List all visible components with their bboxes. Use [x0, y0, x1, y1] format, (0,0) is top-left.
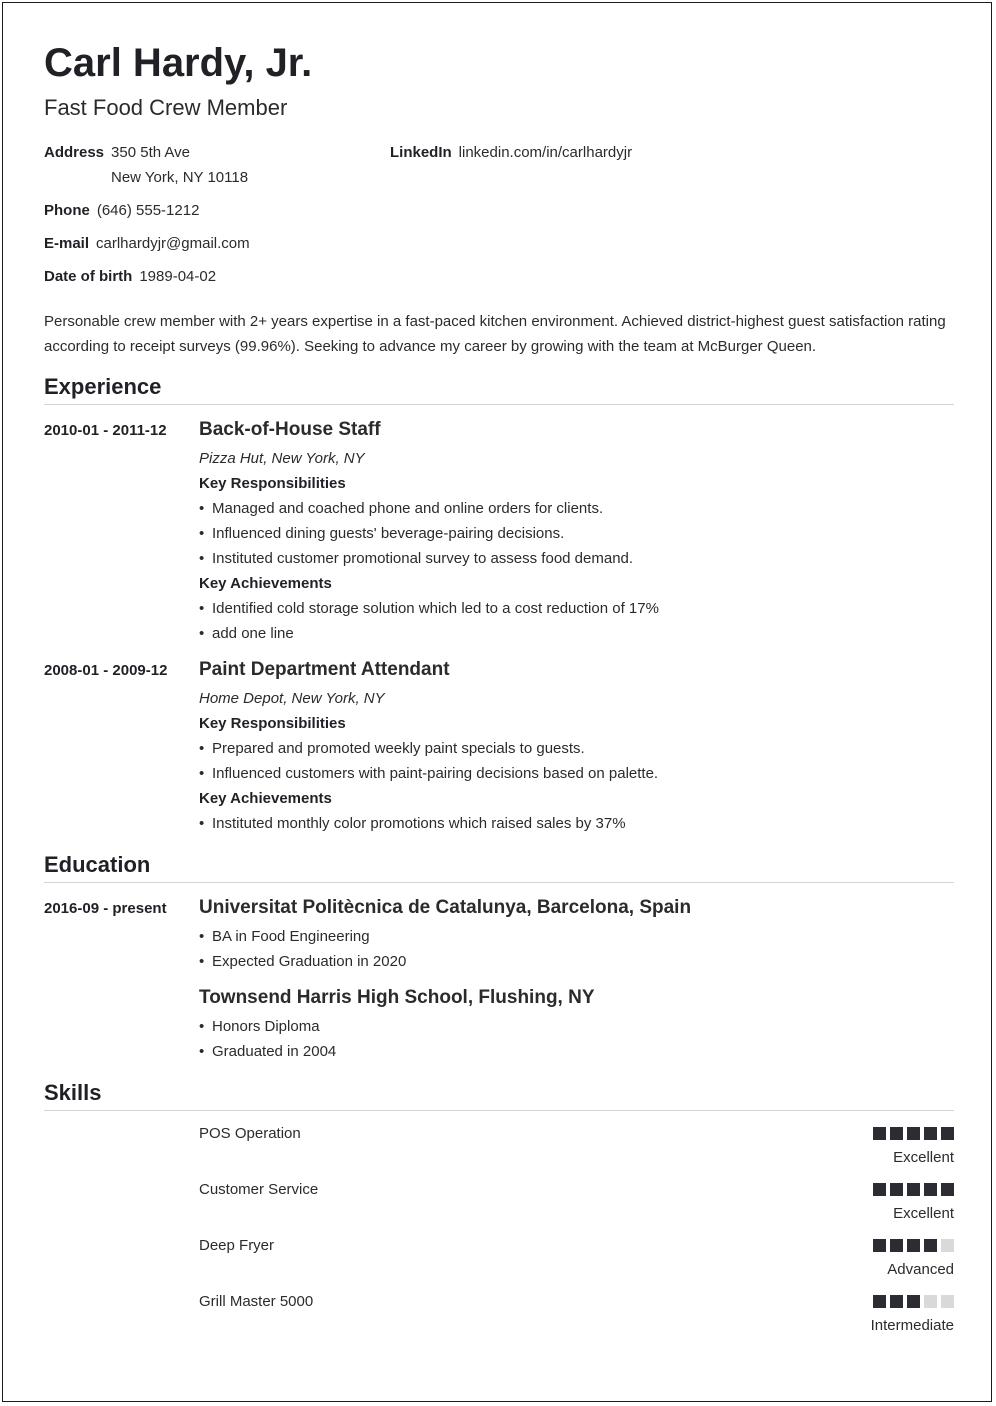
address-label: Address — [44, 144, 105, 161]
job-1 — [199, 417, 954, 646]
profile-summary: Personable crew member with 2+ years expertise in a fast-paced kitchen environment. Achieved district-highest guest satisfaction rating according to receipt surveys (99.96%). Seeking to advance my career by growing with the team at McBurger Queen. — [44, 313, 946, 355]
list-item: • Prepared and promoted weekly paint specials to guests. — [199, 736, 954, 761]
job-1-title: Back-of-House Staff — [199, 419, 381, 440]
email-link[interactable]: carlhardyjr@gmail.com — [96, 235, 250, 252]
phone-value: (646) 555-1212 — [96, 202, 200, 219]
job-2-achievements — [199, 811, 954, 836]
job-1-dates: 2010-01 - 2011-12 — [44, 422, 167, 439]
list-item: • Instituted monthly color promotions which raised sales by 37% — [199, 811, 954, 836]
rating-square-filled — [941, 1127, 954, 1140]
list-item: • Expected Graduation in 2020 — [199, 949, 954, 974]
candidate-name: Carl Hardy, Jr. — [44, 41, 313, 85]
skill-row — [199, 1124, 954, 1174]
rating-square-filled — [873, 1127, 886, 1140]
rating-square-filled — [873, 1295, 886, 1308]
rating-square-filled — [873, 1183, 886, 1196]
job-1-responsibilities — [199, 496, 954, 571]
skills-heading — [44, 1080, 954, 1111]
linkedin-label: LinkedIn — [390, 144, 452, 161]
education-heading-text: Education — [44, 852, 151, 877]
education-heading — [44, 852, 954, 883]
rating-square-filled — [907, 1127, 920, 1140]
dob-label: Date of birth — [44, 268, 133, 285]
rating-square-filled — [924, 1127, 937, 1140]
skill-row — [199, 1180, 954, 1230]
rating-square-filled — [924, 1183, 937, 1196]
list-item: • BA in Food Engineering — [199, 924, 954, 949]
rating-square-filled — [890, 1295, 903, 1308]
job-2-dates: 2008-01 - 2009-12 — [44, 662, 168, 679]
skill-name: Grill Master 5000 — [199, 1293, 314, 1310]
experience-heading — [44, 374, 954, 405]
list-item: • Managed and coached phone and online orders for clients. — [199, 496, 954, 521]
rating-square-filled — [890, 1127, 903, 1140]
skill-name: Deep Fryer — [199, 1237, 275, 1254]
skill-rating — [873, 1239, 954, 1252]
skill-row — [199, 1236, 954, 1286]
email-label: E-mail — [44, 235, 90, 252]
rating-square-filled — [873, 1239, 886, 1252]
skill-rating — [873, 1295, 954, 1308]
experience-heading-text: Experience — [44, 374, 162, 399]
skill-name: Customer Service — [199, 1181, 319, 1198]
skill-rating — [873, 1183, 954, 1196]
skill-level-label: Intermediate — [870, 1317, 954, 1334]
job-2-resp-heading: Key Responsibilities — [199, 715, 346, 732]
rating-square-filled — [924, 1239, 937, 1252]
rating-square-empty — [941, 1295, 954, 1308]
rating-square-filled — [890, 1239, 903, 1252]
address-line1: 350 5th Ave — [111, 144, 190, 161]
rating-square-filled — [907, 1239, 920, 1252]
list-item: • Graduated in 2004 — [199, 1039, 954, 1064]
list-item: • Instituted customer promotional survey to assess food demand. — [199, 546, 954, 571]
resume-page — [2, 2, 992, 1402]
rating-square-filled — [890, 1183, 903, 1196]
skill-name: POS Operation — [199, 1125, 301, 1142]
school-2-title: Townsend Harris High School, Flushing, NY — [199, 987, 595, 1008]
list-item: • Honors Diploma — [199, 1014, 954, 1039]
list-item: • add one line — [199, 621, 954, 646]
candidate-title: Fast Food Crew Member — [44, 95, 288, 120]
linkedin-block — [390, 140, 632, 165]
job-1-ach-heading: Key Achievements — [199, 575, 332, 592]
job-2 — [199, 657, 954, 836]
job-2-responsibilities — [199, 736, 954, 786]
dob-block — [44, 264, 216, 289]
school-1-items — [199, 924, 954, 974]
job-1-achievements — [199, 596, 954, 646]
email-block — [44, 231, 250, 256]
list-item: • Influenced dining guests' beverage-pairing decisions. — [199, 521, 954, 546]
rating-square-empty — [924, 1295, 937, 1308]
rating-square-empty — [941, 1239, 954, 1252]
address-block — [44, 140, 248, 190]
school-1 — [199, 895, 954, 974]
dob-value: 1989-04-02 — [139, 268, 217, 285]
rating-square-filled — [941, 1183, 954, 1196]
school-2 — [199, 985, 954, 1064]
skill-level-label: Excellent — [893, 1149, 954, 1166]
skill-rating — [873, 1127, 954, 1140]
skills-heading-text: Skills — [44, 1080, 102, 1105]
job-2-place: Home Depot, New York, NY — [199, 690, 385, 707]
school-2-items — [199, 1014, 954, 1064]
skill-level-label: Advanced — [887, 1261, 954, 1278]
phone-block — [44, 198, 199, 223]
job-1-resp-heading: Key Responsibilities — [199, 475, 346, 492]
rating-square-filled — [907, 1183, 920, 1196]
job-1-place: Pizza Hut, New York, NY — [199, 450, 365, 467]
rating-square-filled — [907, 1295, 920, 1308]
job-2-ach-heading: Key Achievements — [199, 790, 332, 807]
skill-row — [199, 1292, 954, 1342]
job-2-title: Paint Department Attendant — [199, 659, 450, 680]
skill-level-label: Excellent — [893, 1205, 954, 1222]
phone-label: Phone — [44, 202, 90, 219]
address-line2: New York, NY 10118 — [111, 169, 249, 186]
list-item: • Identified cold storage solution which led to a cost reduction of 17% — [199, 596, 954, 621]
list-item: • Influenced customers with paint-pairing decisions based on palette. — [199, 761, 954, 786]
linkedin-link[interactable]: linkedin.com/in/carlhardyjr — [458, 144, 633, 161]
school-1-title: Universitat Politècnica de Catalunya, Barcelona, Spain — [199, 897, 692, 918]
school-1-dates: 2016-09 - present — [44, 900, 167, 917]
